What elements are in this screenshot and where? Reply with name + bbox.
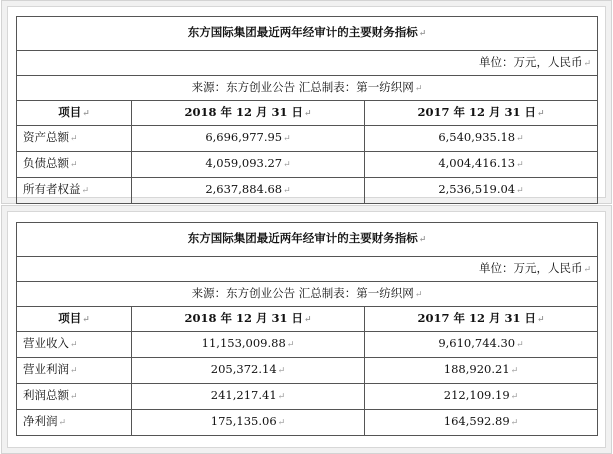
paragraph-mark-icon: ↵ — [304, 315, 312, 325]
paragraph-mark-icon: ↵ — [283, 160, 291, 170]
paragraph-mark-icon: ↵ — [277, 392, 286, 402]
table-header-row — [17, 101, 598, 126]
table-source: 来源：东方创业公告 汇总制表：第一纺织网↵ — [17, 282, 598, 307]
table-row — [17, 332, 598, 358]
value-2017: 164,592.89↵ — [365, 410, 598, 436]
paragraph-mark-icon: ↵ — [537, 315, 545, 325]
value-2018: 175,135.06↵ — [132, 410, 365, 436]
paragraph-mark-icon: ↵ — [82, 109, 90, 119]
paragraph-mark-icon: ↵ — [583, 265, 592, 275]
paragraph-mark-icon: ↵ — [583, 59, 592, 69]
paragraph-mark-icon: ↵ — [304, 109, 312, 119]
table-frame-income — [7, 211, 606, 448]
value-2018: 6,696,977.95↵ — [132, 126, 365, 152]
table-unit-row — [17, 51, 598, 76]
header-2018: 2018 年 12 月 31 日↵ — [132, 307, 365, 332]
value-2018: 205,372.14↵ — [132, 358, 365, 384]
table-source-row — [17, 76, 598, 101]
value-2018: 2,637,884.68↵ — [132, 178, 365, 204]
paragraph-mark-icon: ↵ — [414, 290, 423, 300]
row-label: 负债总额↵ — [17, 152, 132, 178]
table-row — [17, 152, 598, 178]
table-unit-row — [17, 257, 598, 282]
table-title-row — [17, 223, 598, 257]
paragraph-mark-icon: ↵ — [516, 340, 524, 350]
row-label: 营业利润↵ — [17, 358, 132, 384]
value-2017: 2,536,519.04↵ — [365, 178, 598, 204]
table-row — [17, 126, 598, 152]
header-2018: 2018 年 12 月 31 日↵ — [132, 101, 365, 126]
row-label: 所有者权益↵ — [17, 178, 132, 204]
paragraph-mark-icon: ↵ — [516, 160, 524, 170]
paragraph-mark-icon: ↵ — [418, 29, 427, 39]
paragraph-mark-icon: ↵ — [418, 235, 427, 245]
paragraph-mark-icon: ↵ — [283, 134, 291, 144]
paragraph-mark-icon: ↵ — [70, 366, 78, 376]
row-label: 净利润↵ — [17, 410, 132, 436]
paragraph-mark-icon: ↵ — [283, 186, 291, 196]
value-2017: 212,109.19↵ — [365, 384, 598, 410]
paragraph-mark-icon: ↵ — [70, 134, 78, 144]
paragraph-mark-icon: ↵ — [516, 186, 524, 196]
header-item: 项目↵ — [17, 101, 132, 126]
paragraph-mark-icon: ↵ — [510, 366, 519, 376]
paragraph-mark-icon: ↵ — [81, 186, 90, 196]
header-2017: 2017 年 12 月 31 日↵ — [365, 101, 598, 126]
paragraph-mark-icon: ↵ — [277, 418, 286, 428]
paragraph-mark-icon: ↵ — [510, 392, 519, 402]
value-2018: 241,217.41↵ — [132, 384, 365, 410]
paragraph-mark-icon: ↵ — [537, 109, 545, 119]
header-item: 项目↵ — [17, 307, 132, 332]
table-row — [17, 178, 598, 204]
row-label: 营业收入↵ — [17, 332, 132, 358]
value-2018: 11,153,009.88↵ — [132, 332, 365, 358]
header-2017: 2017 年 12 月 31 日↵ — [365, 307, 598, 332]
paragraph-mark-icon: ↵ — [516, 134, 524, 144]
table-source-row — [17, 282, 598, 307]
value-2017: 4,004,416.13↵ — [365, 152, 598, 178]
table-title: 东方国际集团最近两年经审计的主要财务指标↵ — [17, 17, 598, 51]
paragraph-mark-icon: ↵ — [510, 418, 519, 428]
value-2017: 188,920.21↵ — [365, 358, 598, 384]
paragraph-mark-icon: ↵ — [70, 392, 78, 402]
table-unit: 单位：万元，人民币↵ — [17, 51, 598, 76]
table-title: 东方国际集团最近两年经审计的主要财务指标↵ — [17, 223, 598, 257]
value-2017: 6,540,935.18↵ — [365, 126, 598, 152]
row-label: 资产总额↵ — [17, 126, 132, 152]
table-row — [17, 410, 598, 436]
table-row — [17, 384, 598, 410]
paragraph-mark-icon: ↵ — [70, 340, 78, 350]
row-label: 利润总额↵ — [17, 384, 132, 410]
paragraph-mark-icon: ↵ — [70, 160, 78, 170]
paragraph-mark-icon: ↵ — [277, 366, 286, 376]
table-title-row — [17, 17, 598, 51]
table-row — [17, 358, 598, 384]
financial-table-income — [16, 222, 598, 436]
value-2017: 9,610,744.30↵ — [365, 332, 598, 358]
table-frame-assets — [7, 6, 606, 198]
paragraph-mark-icon: ↵ — [58, 418, 67, 428]
table-unit: 单位：万元，人民币↵ — [17, 257, 598, 282]
paragraph-mark-icon: ↵ — [82, 315, 90, 325]
table-header-row — [17, 307, 598, 332]
financial-table-balance — [16, 16, 598, 204]
paragraph-mark-icon: ↵ — [414, 84, 423, 94]
table-source: 来源：东方创业公告 汇总制表：第一纺织网↵ — [17, 76, 598, 101]
value-2018: 4,059,093.27↵ — [132, 152, 365, 178]
paragraph-mark-icon: ↵ — [286, 340, 295, 350]
